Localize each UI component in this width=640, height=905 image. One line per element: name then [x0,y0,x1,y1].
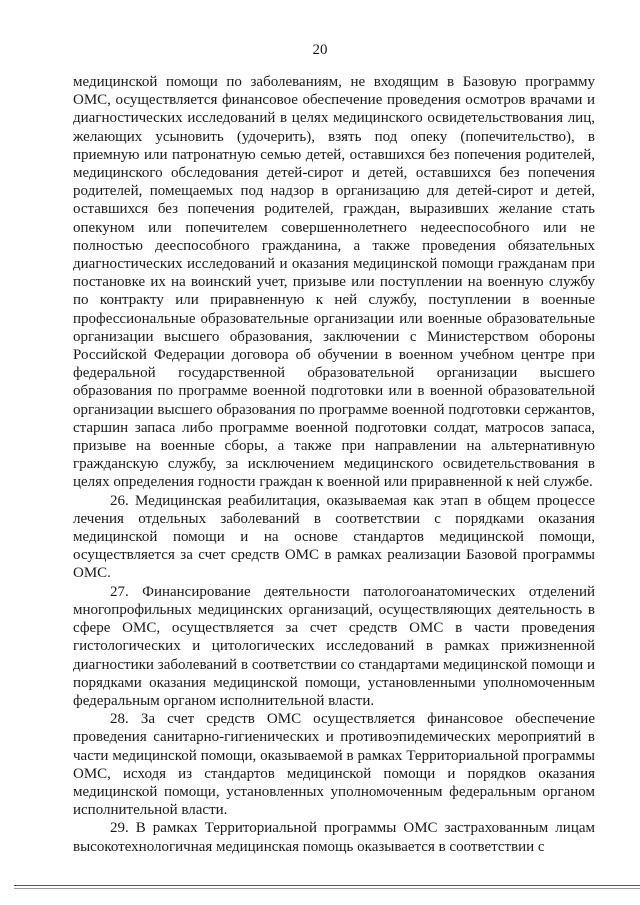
paragraph-28: 28. За счет средств ОМС осуществляется финансовое обеспечение проведения санитарно-гигиенических и противоэпидемических мероприятий в части медицинской помощи, оказываемой в рамках Территориальной программы ОМС, исходя из стандартов медицинской помощи и порядков оказания медицинской помощи, установленных уполномоченным федеральным органом исполнительной власти. [73,711,595,819]
paragraph-26: 26. Медицинская реабилитация, оказываемая как этап в общем процессе лечения отдельных заболеваний в соответствии с порядками оказания медицинской помощи и на основе стандартов медицинской помощи, осуществляется за счет средств ОМС в рамках реализации Базовой программы ОМС. [73,492,595,582]
page-number: 20 [312,42,328,58]
scan-edge-line-secondary [14,888,640,889]
paragraph-29: 29. В рамках Территориальной программы ОМС застрахованным лицам высокотехнологичная медицинская помощь оказывается в соответствии с [73,820,595,855]
paragraph-27: 27. Финансирование деятельности патологоанатомических отделений многопрофильных медицинских организаций, осуществляющих деятельность в сфере ОМС, осуществляется за счет средств ОМС в части проведения гистологических и цитологических исследований в рамках прижизненной диагностики заболеваний в соответствии со стандартами медицинской помощи и порядками оказания медицинской помощи, установленными уполномоченным федеральным органом исполнительной власти. [73,583,595,709]
paragraph-continuation: медицинской помощи по заболеваниям, не входящим в Базовую программу ОМС, осуществляется финансовое обеспечение проведения осмотров врачами и диагностических исследований в целях медицинского освидетельствования лиц, желающих усыновить (удочерить), взять под опеку (попечительство), в приемную или патронатную семью детей, оставшихся без попечения родителей, медицинского обследования детей-сирот и детей, оставшихся без попечения родителей, помещаемых под надзор в организацию для детей-сирот и детей, оставшихся без попечения родителей, граждан, выразивших желание стать опекуном или попечителем совершеннолетнего недееспособного или не полностью дееспособного гражданина, а также проведения обязательных диагностических исследований и оказания медицинской помощи гражданам при постановке их на воинский учет, призыве или поступлении на военную службу по контракту или приравненную к ней службу, поступлении в военные профессиональные образовательные организации или военные образовательные организации высшего образования, заключении с Министерством обороны Российской Федерации договора об обучении в военном учебном центре при федеральной государственной образовательной организации высшего образования по программе военной подготовки или в военной образовательной организации высшего образования по программе военной подготовки сержантов, старшин запаса либо программе военной подготовки солдат, матросов запаса, призыве на военные сборы, а также при направлении на альтернативную гражданскую службу, за исключением медицинского освидетельствования в целях определения годности граждан к военной или приравненной к ней службе. [73,74,595,491]
body-text [73,73,595,856]
scan-edge-line [14,885,640,886]
